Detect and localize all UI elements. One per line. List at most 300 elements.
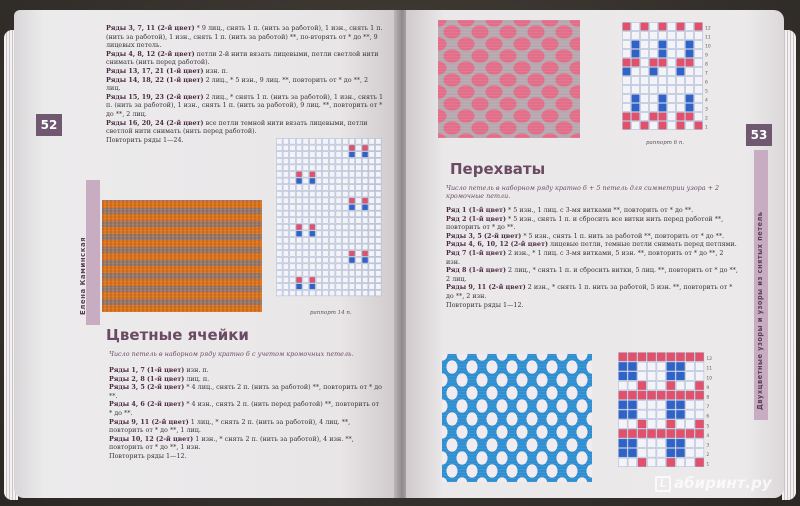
chart-cell (316, 244, 322, 250)
chart-cell (659, 41, 667, 49)
chart-cell (362, 139, 368, 145)
chart-cell (277, 165, 283, 171)
chart-cell (290, 238, 296, 244)
instructions-section-left (109, 366, 384, 461)
instruction-color: (2-й цвет) (153, 434, 194, 443)
instruction-line (446, 232, 738, 241)
chart-cell (323, 224, 329, 230)
chart-cell (303, 224, 309, 230)
chart-cell (686, 113, 694, 121)
chart-cell (323, 152, 329, 158)
chart-cell (303, 244, 309, 250)
chart-cell (686, 77, 694, 85)
chart-cell (686, 95, 694, 103)
chart-cell (686, 122, 694, 130)
chart-cell (283, 271, 289, 277)
chart-cell (686, 32, 694, 40)
chart-cell (369, 231, 375, 237)
chart-cell (369, 172, 375, 178)
instruction-color: (2-й цвет) (144, 383, 185, 392)
chart-cell (323, 158, 329, 164)
chart-cell (343, 158, 349, 164)
chart-cell (356, 277, 362, 283)
chart-cell (623, 50, 631, 58)
chart-cell (676, 353, 685, 362)
chart-cell (290, 284, 296, 290)
chart-cell (323, 277, 329, 283)
chart-cell (677, 77, 685, 85)
chart-cell (343, 264, 349, 270)
chart-cell (677, 41, 685, 49)
open-book (14, 10, 784, 500)
chart-cell (668, 86, 676, 94)
chart-cell (695, 95, 703, 103)
chart-cell (356, 178, 362, 184)
chart-cell (283, 145, 289, 151)
chart-cell (310, 277, 316, 283)
chart-cell (336, 165, 342, 171)
chart-cell (632, 122, 640, 130)
instruction-text: Повторить ряды 1—24. (106, 135, 184, 144)
chart-cell (316, 178, 322, 184)
chart-cell (356, 257, 362, 263)
chart-cell (323, 284, 329, 290)
chart-cell (369, 251, 375, 257)
chart-row-number: 4 (706, 433, 710, 439)
chart-cell (303, 198, 309, 204)
chart-cell (628, 362, 637, 371)
chart-cell (657, 362, 666, 371)
chart-cell (641, 50, 649, 58)
instruction-label: Ряды 9, 11 (109, 417, 150, 426)
chart-cell (623, 23, 631, 31)
chart-cell (369, 158, 375, 164)
instruction-text: 2 лиц., * 5 изн., 9 лиц. **, повторить от * до **, 2 лиц. (106, 75, 369, 93)
chart-cell (343, 231, 349, 237)
instruction-text: 1 изн., * снять 2 п. (нить за работой), 4 изн. **, повторить от * до **, 1 изн. (109, 434, 354, 452)
chart-row-number: 10 (705, 44, 711, 50)
chart-cell (310, 172, 316, 178)
chart-row-number: 10 (706, 376, 713, 382)
chart-cell (310, 185, 316, 191)
chart-cell (290, 198, 296, 204)
chart-cell (632, 59, 640, 67)
chart-cell (667, 353, 676, 362)
chart-cell (362, 231, 368, 237)
chart-cell (323, 271, 329, 277)
chart-cell (628, 372, 637, 381)
chart-cell (316, 251, 322, 257)
chart-cell (349, 238, 355, 244)
chart-cell (686, 439, 695, 448)
chart-cell (677, 122, 685, 130)
chart-cell (362, 251, 368, 257)
chart-cell (369, 218, 375, 224)
knit-sample-pink-photo (438, 20, 580, 138)
chart-cell (277, 251, 283, 257)
chart-cell (277, 257, 283, 263)
chart-cell (650, 104, 658, 112)
chart-cell (619, 381, 628, 390)
chart-cell (647, 429, 656, 438)
chart-cell (356, 211, 362, 217)
chart-cell (659, 95, 667, 103)
instruction-color: (1-й цвет) (466, 206, 506, 214)
chart-cell (695, 401, 704, 410)
chart-row-number: 12 (706, 357, 713, 363)
chart-cell (376, 251, 382, 257)
watermark-text: абиринт.ру (674, 474, 772, 492)
chart-cell (695, 439, 704, 448)
chart-cell (369, 238, 375, 244)
chart-cell (376, 257, 382, 263)
chart-cell (628, 420, 637, 429)
chart-cell (686, 401, 695, 410)
chart-cell (686, 68, 694, 76)
instruction-text: Повторить ряды 1—12. (446, 300, 524, 309)
chart-cell (277, 191, 283, 197)
chart-cell (290, 224, 296, 230)
chart-cell (310, 271, 316, 277)
chart-cell (376, 178, 382, 184)
chart-cell (303, 145, 309, 151)
chart-cell (343, 277, 349, 283)
chart-cell (356, 238, 362, 244)
instruction-line (109, 435, 384, 452)
chart-cell (632, 86, 640, 94)
chart-cell (369, 205, 375, 211)
chart-cell (686, 381, 695, 390)
chart-cell (668, 95, 676, 103)
chart-cell (369, 271, 375, 277)
chart-cell (677, 68, 685, 76)
chart-cell (369, 284, 375, 290)
chart-cell (686, 104, 694, 112)
chart-cell (323, 198, 329, 204)
chart-cell (369, 244, 375, 250)
chart-cell (277, 185, 283, 191)
chart-cell (329, 238, 335, 244)
chart-cell (638, 353, 647, 362)
instruction-line (109, 383, 384, 400)
chart-cell (283, 165, 289, 171)
right-page (406, 10, 784, 498)
chart-cell (290, 244, 296, 250)
chart-cell (316, 158, 322, 164)
chart-cell (296, 178, 302, 184)
chart-cell (695, 41, 703, 49)
chart-cell (641, 113, 649, 121)
chart-cell (628, 458, 637, 467)
chart-cell (290, 139, 296, 145)
chart-cell (676, 449, 685, 458)
chart-cell (356, 172, 362, 178)
chart-cell (376, 198, 382, 204)
chart-cell (695, 122, 703, 130)
chart-cell (283, 290, 289, 296)
instruction-color: (2-й цвет) (144, 400, 185, 409)
chart-cell (336, 145, 342, 151)
chart-cell (290, 165, 296, 171)
chart-cell (628, 449, 637, 458)
chart-cell (676, 391, 685, 400)
chart-cell (376, 238, 382, 244)
chart-cell (362, 244, 368, 250)
chart-cell (310, 224, 316, 230)
chart-cell (329, 264, 335, 270)
chart-cell (659, 59, 667, 67)
chart-cell (619, 458, 628, 467)
chart-cell (310, 284, 316, 290)
chart-cell (623, 41, 631, 49)
chart-cell (676, 381, 685, 390)
chart-cell (650, 59, 658, 67)
chart-cell (376, 224, 382, 230)
chart-cell (695, 362, 704, 371)
instruction-text: * 5 изн., 1 лиц. с 3-мя витками **, повторить от * до **. (506, 206, 694, 214)
chart-cell (623, 68, 631, 76)
chart-cell (310, 198, 316, 204)
chart-cell (362, 290, 368, 296)
chart-cell (303, 191, 309, 197)
chart-cell (349, 218, 355, 224)
chart-cell (362, 284, 368, 290)
chart-cell (303, 185, 309, 191)
chart-cell (316, 165, 322, 171)
chart-cell (676, 401, 685, 410)
chart-cell (303, 290, 309, 296)
chart-cell (316, 271, 322, 277)
chart-cell (632, 113, 640, 121)
chart-cell (343, 165, 349, 171)
instruction-color: (2-й цвет) (508, 240, 548, 249)
chart-cell (290, 158, 296, 164)
instruction-text: Повторить ряды 1—12. (109, 451, 187, 460)
chart-cell (686, 391, 695, 400)
instruction-text: 2 изн., * снять 1 п. нить за работой, 5 изн. **, повторить от * до **, 2 изн. (446, 283, 733, 300)
chart-cell (659, 77, 667, 85)
chart-cell (632, 41, 640, 49)
instruction-line (106, 50, 384, 67)
chart-cell (677, 86, 685, 94)
chart-cell (343, 198, 349, 204)
chart-cell (676, 429, 685, 438)
chart-cell (676, 372, 685, 381)
chart-cell (329, 152, 335, 158)
chart-cell (650, 68, 658, 76)
instruction-label: Ряды 4, 6 (109, 400, 145, 409)
chart-cell (677, 104, 685, 112)
chart-cell (695, 68, 703, 76)
instructions-section-right (446, 206, 738, 309)
chart-cell (277, 198, 283, 204)
topic-spine-text: Двухцветные узоры и узоры из снятых петель (756, 211, 764, 410)
chart-cell (349, 251, 355, 257)
instruction-line (446, 301, 738, 310)
chart-cell (310, 211, 316, 217)
chart-cell (362, 158, 368, 164)
chart-cell (323, 231, 329, 237)
instruction-text: * 5 изн., снять 1 п. нить за работой **, повторить от * до **. (521, 231, 725, 240)
chart-cell (695, 429, 704, 438)
chart-cell (310, 145, 316, 151)
chart-cell (623, 95, 631, 103)
chart-cell (296, 271, 302, 277)
chart-cell (641, 23, 649, 31)
chart-cell (296, 224, 302, 230)
chart-cell (290, 290, 296, 296)
chart-cell (277, 271, 283, 277)
chart-cell (310, 238, 316, 244)
chart-cell (619, 449, 628, 458)
chart-cell (290, 211, 296, 217)
chart-cell (329, 277, 335, 283)
chart-cell (356, 191, 362, 197)
chart-cell (277, 158, 283, 164)
chart-cell (659, 50, 667, 58)
chart-cell (677, 50, 685, 58)
chart-cell (356, 198, 362, 204)
chart-cell (667, 429, 676, 438)
chart-cell (657, 381, 666, 390)
chart-cell (329, 218, 335, 224)
chart-cell (310, 191, 316, 197)
chart-cell (668, 32, 676, 40)
chart-cell (303, 251, 309, 257)
chart-row-number: 11 (705, 35, 711, 41)
chart-cell (667, 410, 676, 419)
chart-cell (283, 264, 289, 270)
chart-cell (362, 191, 368, 197)
chart-cell (290, 145, 296, 151)
chart-cell (628, 381, 637, 390)
chart-caption-right: раппорт 6 п. (646, 140, 685, 146)
chart-cell (336, 231, 342, 237)
chart-cell (638, 439, 647, 448)
chart-cell (686, 372, 695, 381)
chart-cell (356, 158, 362, 164)
instruction-text: 2 лиц., * снять 1 п. (нить за работой), 1 изн., снять 1 п. (нить за работой), 1 изн., снять 1 п. (нить за работой), 9 лиц. **, повторить от * до **, 2 лиц. (106, 92, 384, 118)
chart-cell (677, 23, 685, 31)
chart-cell (657, 401, 666, 410)
instruction-text: изн. п. (184, 366, 209, 374)
knitting-chart-left (276, 138, 388, 308)
instruction-label: Ряд 1 (446, 206, 467, 214)
knitting-chart-top-right (622, 22, 710, 140)
chart-cell (296, 238, 302, 244)
chart-cell (623, 77, 631, 85)
chart-cell (628, 353, 637, 362)
chart-cell (283, 238, 289, 244)
instruction-label: Ряд 2 (446, 214, 467, 223)
chart-cell (657, 410, 666, 419)
chart-cell (638, 449, 647, 458)
chart-cell (376, 218, 382, 224)
chart-cell (329, 139, 335, 145)
chart-cell (667, 449, 676, 458)
chart-cell (686, 353, 695, 362)
chart-cell (686, 41, 694, 49)
chart-row-number: 6 (705, 80, 708, 86)
chart-cell (667, 401, 676, 410)
chart-cell (362, 152, 368, 158)
chart-cell (659, 86, 667, 94)
chart-cell (647, 449, 656, 458)
chart-cell (376, 165, 382, 171)
chart-cell (686, 458, 695, 467)
chart-cell (277, 290, 283, 296)
chart-cell (362, 185, 368, 191)
chart-cell (659, 104, 667, 112)
instruction-color: (1-й цвет) (144, 374, 185, 383)
chart-cell (362, 224, 368, 230)
section-intro-left: Число петель в наборном ряду кратно 6 с учетом кромочных петель. (109, 350, 354, 358)
chart-cell (686, 362, 695, 371)
chart-cell (283, 244, 289, 250)
chart-cell (369, 178, 375, 184)
chart-cell (349, 172, 355, 178)
chart-row-number: 7 (706, 405, 710, 411)
chart-cell (310, 158, 316, 164)
chart-cell (343, 152, 349, 158)
chart-cell (296, 251, 302, 257)
chart-cell (343, 218, 349, 224)
chart-cell (343, 271, 349, 277)
chart-cell (323, 178, 329, 184)
chart-cell (296, 257, 302, 263)
chart-cell (369, 198, 375, 204)
chart-cell (343, 139, 349, 145)
chart-cell (329, 211, 335, 217)
instruction-color: (2-й цвет) (149, 417, 189, 426)
chart-cell (356, 224, 362, 230)
chart-cell (659, 32, 667, 40)
chart-cell (356, 165, 362, 171)
chart-cell (623, 113, 631, 121)
chart-cell (362, 257, 368, 263)
chart-cell (329, 198, 335, 204)
chart-cell (650, 41, 658, 49)
instruction-label: Ряды 10, 12 (109, 434, 154, 443)
instruction-label: Ряд 7 (446, 248, 467, 257)
chart-cell (695, 449, 704, 458)
chart-cell (695, 59, 703, 67)
author-name: Елена Каминская (79, 236, 87, 315)
chart-cell (695, 420, 704, 429)
chart-row-number: 7 (705, 71, 708, 77)
chart-cell (296, 158, 302, 164)
chart-cell (369, 145, 375, 151)
chart-cell (323, 139, 329, 145)
chart-cell (290, 152, 296, 158)
chart-cell (323, 238, 329, 244)
chart-cell (695, 391, 704, 400)
chart-cell (650, 50, 658, 58)
chart-cell (362, 277, 368, 283)
chart-cell (638, 429, 647, 438)
chart-cell (349, 257, 355, 263)
instruction-color: (2-й цвет) (486, 283, 526, 292)
chart-cell (356, 264, 362, 270)
chart-cell (349, 284, 355, 290)
chart-cell (303, 277, 309, 283)
chart-cell (329, 172, 335, 178)
chart-cell (356, 290, 362, 296)
chart-cell (277, 264, 283, 270)
chart-cell (362, 264, 368, 270)
chart-cell (277, 218, 283, 224)
chart-cell (695, 458, 704, 467)
